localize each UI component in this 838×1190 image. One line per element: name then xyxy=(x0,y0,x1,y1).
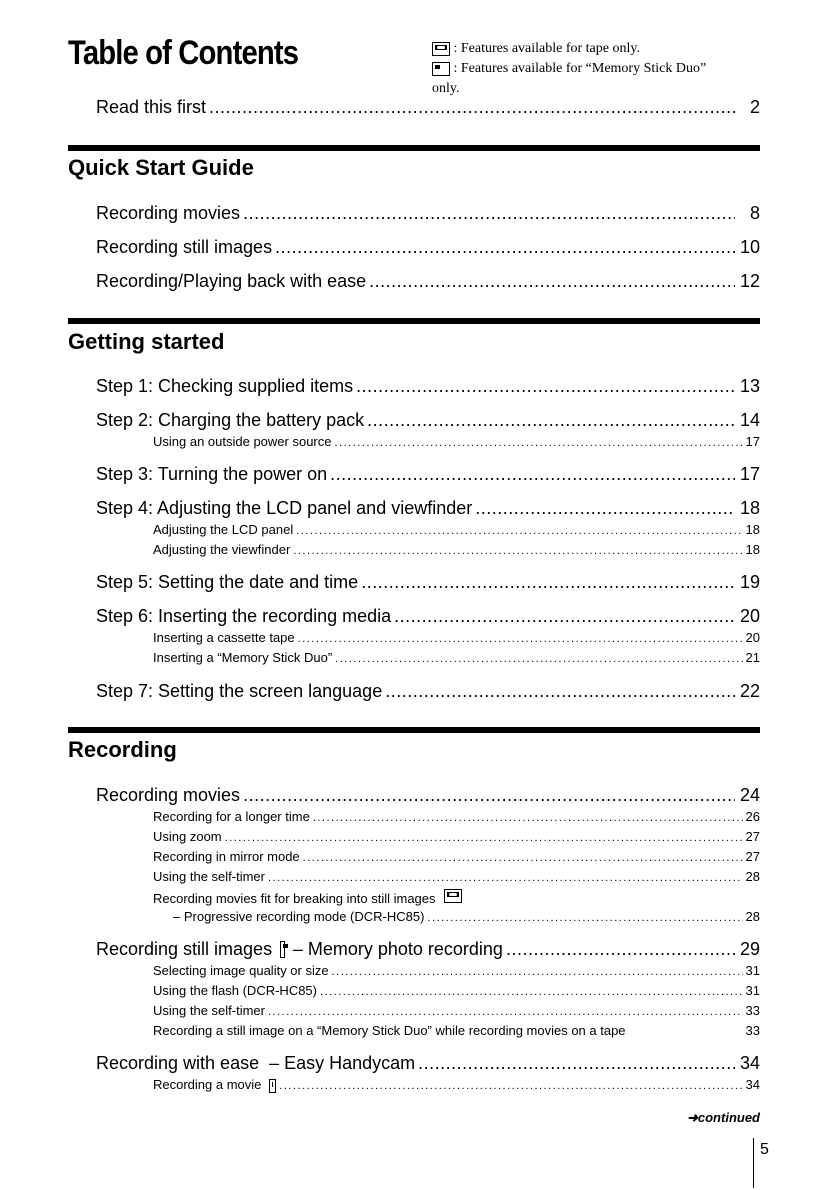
toc-entry[interactable] xyxy=(96,571,760,593)
page-ref: 27 xyxy=(745,849,760,864)
toc-entry[interactable] xyxy=(96,409,760,431)
page-ref: 34 xyxy=(739,1053,760,1073)
dot-leader xyxy=(268,870,743,886)
memory-stick-icon xyxy=(432,62,450,76)
legend-memory-text: : Features available for “Memory Stick Duo” xyxy=(453,61,707,76)
subentry-label: Using zoom xyxy=(153,829,222,844)
dot-leader xyxy=(320,984,743,1000)
toc-entry[interactable] xyxy=(96,270,760,292)
dot-leader xyxy=(279,1078,742,1094)
dot-leader xyxy=(296,523,742,539)
page-ref: 20 xyxy=(745,630,760,645)
section-rule xyxy=(68,318,760,324)
page-ref: 18 xyxy=(745,522,760,537)
dot-leader xyxy=(369,270,735,292)
toc-subentry[interactable] xyxy=(153,630,760,647)
subentry-label: Using the self-timer xyxy=(153,1003,265,1018)
entry-label: Recording movies xyxy=(96,785,241,805)
toc-entry-read-this-first[interactable] xyxy=(96,96,760,118)
entry-label: Step 4: Adjusting the LCD panel and viewfinder xyxy=(96,498,473,518)
dot-leader xyxy=(243,784,735,806)
dot-leader xyxy=(335,651,742,667)
subentry-label: Inserting a “Memory Stick Duo” xyxy=(153,650,333,665)
toc-subentry[interactable] xyxy=(153,809,760,826)
arrow-right-icon: ➜ xyxy=(686,1110,698,1125)
legend-tape-row xyxy=(432,39,772,59)
dot-leader xyxy=(356,375,735,397)
page-ref: 17 xyxy=(745,434,760,449)
subentry-label: – Progressive recording mode (DCR-HC85) xyxy=(173,909,425,924)
section-title-quick-start: Quick Start Guide xyxy=(68,155,254,180)
dot-leader xyxy=(313,810,743,826)
dot-leader xyxy=(243,202,735,224)
dot-leader xyxy=(335,435,743,451)
entry-label: Recording still images xyxy=(96,939,273,959)
section-rule xyxy=(68,145,760,151)
icon-legend xyxy=(432,39,772,99)
toc-subentry[interactable] xyxy=(153,542,760,559)
legend-tape-text: : Features available for tape only. xyxy=(453,41,640,56)
toc-subentry[interactable] xyxy=(153,650,760,667)
dot-leader xyxy=(418,1052,735,1074)
entry-label: Recording with ease – Easy Handycam xyxy=(96,1053,416,1073)
dot-leader xyxy=(225,830,743,846)
toc-entry[interactable] xyxy=(96,375,760,397)
toc-subentry[interactable] xyxy=(153,963,760,980)
dot-leader xyxy=(332,964,743,980)
page-ref: 33 xyxy=(745,1003,760,1018)
page-ref: 18 xyxy=(739,498,760,518)
subentry-label: Adjusting the LCD panel xyxy=(153,522,294,537)
page-ref: 14 xyxy=(739,410,760,430)
dot-leader xyxy=(385,680,735,702)
section-title-recording: Recording xyxy=(68,737,177,762)
dot-leader xyxy=(427,910,742,926)
page-number: 5 xyxy=(760,1141,769,1158)
page-ref: 27 xyxy=(745,829,760,844)
dot-leader xyxy=(298,631,743,647)
toc-subentry[interactable] xyxy=(173,909,760,926)
page-ref: 22 xyxy=(739,681,760,701)
subentry-label: Recording movies fit for breaking into still images xyxy=(153,891,436,906)
dot-leader xyxy=(394,605,735,627)
subentry-label: Inserting a cassette tape xyxy=(153,630,295,645)
page-ref: 31 xyxy=(745,983,760,998)
page-ref: 21 xyxy=(745,650,760,665)
dot-leader xyxy=(506,938,735,960)
entry-label: Step 1: Checking supplied items xyxy=(96,376,354,396)
page-ref: 34 xyxy=(745,1077,760,1092)
page-ref: 31 xyxy=(745,963,760,978)
entry-label: Recording movies xyxy=(96,203,241,223)
entry-label: Step 5: Setting the date and time xyxy=(96,572,359,592)
page-ref: 28 xyxy=(745,869,760,884)
entry-label: Step 6: Inserting the recording media xyxy=(96,606,392,626)
page-ref: 26 xyxy=(745,809,760,824)
subentry-label: Using an outside power source xyxy=(153,434,332,449)
page-ref: 18 xyxy=(745,542,760,557)
toc-entry[interactable] xyxy=(96,463,760,485)
toc-subentry[interactable] xyxy=(153,1023,760,1039)
dot-leader xyxy=(475,497,735,519)
subentry-label: Recording a movie xyxy=(153,1077,262,1092)
toc-subentry[interactable] xyxy=(153,1003,760,1020)
toc-entry[interactable] xyxy=(96,236,760,258)
tape-icon xyxy=(444,889,462,903)
entry-label: Step 7: Setting the screen language xyxy=(96,681,383,701)
dot-leader xyxy=(303,850,743,866)
toc-entry[interactable] xyxy=(96,202,760,224)
subentry-label: Adjusting the viewfinder xyxy=(153,542,291,557)
toc-subentry[interactable] xyxy=(153,849,760,866)
entry-label: Step 3: Turning the power on xyxy=(96,464,328,484)
toc-entry[interactable] xyxy=(96,680,760,702)
toc-entry[interactable] xyxy=(96,938,760,960)
page-ref: 33 xyxy=(745,1023,760,1038)
toc-entry[interactable] xyxy=(96,605,760,627)
dot-leader xyxy=(293,543,742,559)
entry-label: Read this first xyxy=(96,97,207,117)
entry-label: Step 2: Charging the battery pack xyxy=(96,410,365,430)
toc-subentry[interactable] xyxy=(153,889,760,907)
continued-marker xyxy=(687,1110,760,1126)
page-ref: 8 xyxy=(749,203,760,223)
legend-memory-text-cont: only. xyxy=(432,81,460,96)
subentry-label: Recording for a longer time xyxy=(153,809,310,824)
entry-label: Recording/Playing back with ease xyxy=(96,271,367,291)
toc-subentry[interactable] xyxy=(153,983,760,1000)
continued-text: continued xyxy=(697,1110,760,1125)
page-ref: 24 xyxy=(739,785,760,805)
page-ref: 10 xyxy=(739,237,760,257)
page-ref: 13 xyxy=(739,376,760,396)
dot-leader xyxy=(268,1004,743,1020)
toc-entry[interactable] xyxy=(96,497,760,519)
page-ref: 19 xyxy=(739,572,760,592)
dot-leader xyxy=(367,409,735,431)
subentry-label: Recording in mirror mode xyxy=(153,849,300,864)
dot-leader xyxy=(361,571,735,593)
toc-entry[interactable] xyxy=(96,784,760,806)
section-rule xyxy=(68,727,760,733)
legend-memory-row xyxy=(432,59,772,79)
toc-subentry[interactable] xyxy=(153,434,760,451)
page-ref: 29 xyxy=(739,939,760,959)
toc-entry[interactable] xyxy=(96,1052,760,1074)
entry-label-cont: – Memory photo recording xyxy=(292,939,503,959)
subentry-label: Using the self-timer xyxy=(153,869,265,884)
toc-subentry[interactable] xyxy=(153,869,760,886)
tape-icon xyxy=(432,42,450,56)
subentry-label: Using the flash (DCR-HC85) xyxy=(153,983,317,998)
tape-icon xyxy=(269,1079,276,1093)
page-ref: 28 xyxy=(745,909,760,924)
page-ref: 12 xyxy=(739,271,760,291)
page-ref: 17 xyxy=(739,464,760,484)
toc-subentry[interactable] xyxy=(153,1077,760,1094)
section-title-getting-started: Getting started xyxy=(68,329,225,354)
page-ref: 2 xyxy=(749,97,760,117)
dot-leader xyxy=(209,96,735,118)
subentry-label: Recording a still image on a “Memory Stick Duo” while recording movies on a tape xyxy=(153,1023,626,1038)
memory-stick-icon xyxy=(280,941,285,958)
entry-label: Recording still images xyxy=(96,237,273,257)
toc-subentry[interactable] xyxy=(153,829,760,846)
dot-leader xyxy=(330,463,735,485)
page-number-divider xyxy=(753,1138,754,1188)
page-title: Table of Contents xyxy=(68,34,299,72)
page-ref: 20 xyxy=(739,606,760,626)
dot-leader xyxy=(275,236,735,258)
subentry-label: Selecting image quality or size xyxy=(153,963,329,978)
toc-subentry[interactable] xyxy=(153,522,760,539)
